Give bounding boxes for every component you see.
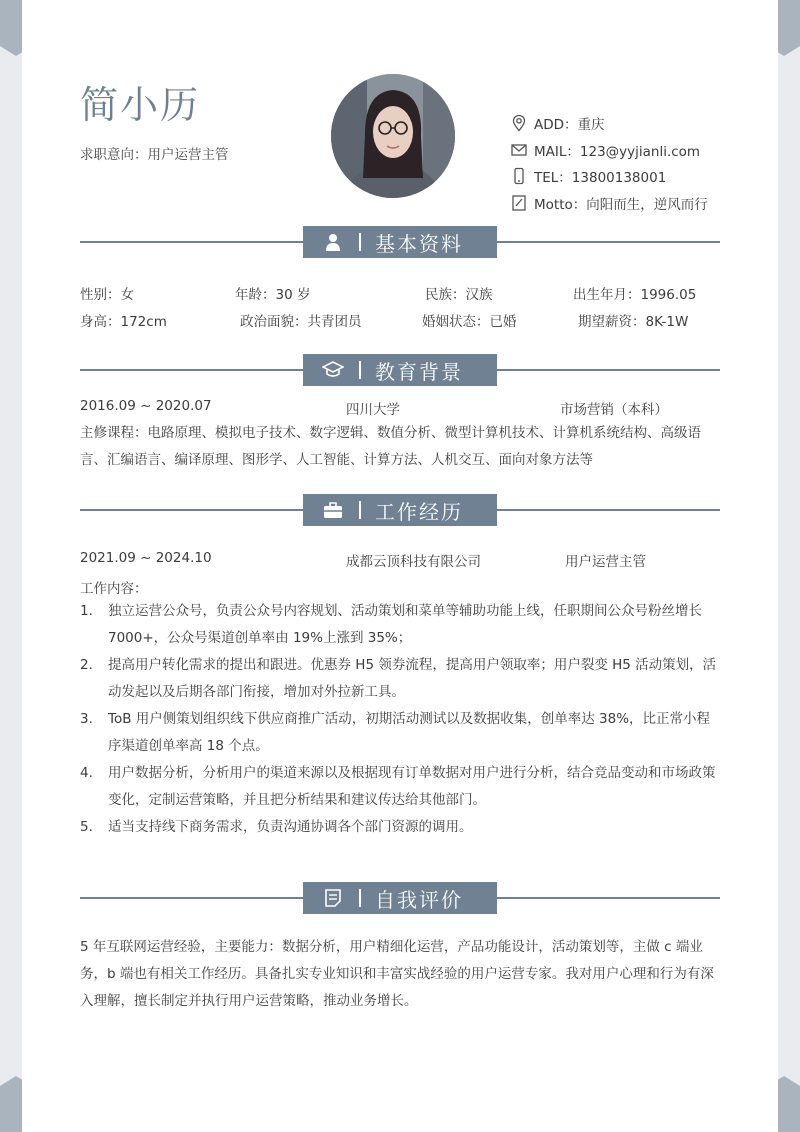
- info-salary: 期望薪资：8K-1W: [578, 314, 689, 330]
- info-age: 年龄：30 岁: [235, 287, 311, 303]
- profile-photo: [331, 74, 455, 198]
- work-content-label: 工作内容：: [80, 581, 148, 597]
- edu-courses: 主修课程：电路原理、模拟电子技术、数字逻辑、数值分析、微型计算机技术、计算机系统结构、高级语言、汇编语言、编译原理、图形学、人工智能、计算方法、人机交互、面向对象方法等: [80, 425, 701, 468]
- job-intent: 求职意向：用户运营主管: [80, 147, 229, 163]
- mail-icon: [510, 141, 528, 159]
- document-icon: [317, 882, 349, 914]
- title-separator: [359, 501, 361, 519]
- edu-period: 2016.09 ~ 2020.07: [80, 398, 212, 414]
- info-politics: 政治面貌：共青团员: [240, 314, 362, 330]
- info-gender: 性别：女: [80, 287, 134, 303]
- contact-motto: Motto：向阳而生，逆风而行: [510, 192, 760, 214]
- section-header-basic: [303, 226, 497, 258]
- candidate-name: 简小历: [80, 83, 201, 127]
- contact-mail: MAIL：123@yyjianli.com: [510, 139, 760, 161]
- edu-major: 市场营销（本科）: [560, 402, 668, 418]
- work-position: 用户运营主管: [565, 554, 646, 570]
- graduation-cap-icon: [317, 354, 349, 386]
- location-pin-icon: [510, 114, 528, 132]
- section-title: 工作经历: [375, 499, 463, 524]
- work-period: 2021.09 ~ 2024.10: [80, 550, 212, 566]
- self-evaluation-text: 5 年互联网运营经验，主要能力：数据分析，用户精细化运营，产品功能设计，活动策划等，主做 c 端业务，b 端也有相关工作经历。具备扎实专业知识和丰富实战经验的用户运营专家。我对用户心理和行为有深入理解，擅长制定并执行用户运营策略，推动业务增长。: [80, 939, 714, 1009]
- info-ethnicity: 民族：汉族: [425, 287, 493, 303]
- section-header-work: [303, 494, 497, 526]
- title-separator: [359, 233, 361, 251]
- info-birth: 出生年月：1996.05: [573, 287, 697, 303]
- info-marital: 婚姻状态：已婚: [422, 314, 517, 330]
- section-title: 基本资料: [375, 231, 463, 256]
- person-icon: [317, 226, 349, 258]
- work-item: 4. 用户数据分析，分析用户的渠道来源以及根据现有订单数据对用户进行分析，结合竞品变动和市场政策变化，定制运营策略，并且把分析结果和建议传达给其他部门。: [80, 765, 716, 808]
- title-separator: [359, 889, 361, 907]
- contact-phone: TEL：13800138001: [510, 165, 760, 187]
- phone-icon: [510, 167, 528, 185]
- work-company: 成都云顶科技有限公司: [346, 554, 481, 570]
- info-height: 身高：172cm: [80, 314, 167, 330]
- work-item: 1. 独立运营公众号，负责公众号内容规划、活动策划和菜单等辅助功能上线，任职期间公众号粉丝增长 7000+，公众号渠道创单率由 19%上涨到 35%；: [80, 603, 702, 646]
- work-item: 2. 提高用户转化需求的提出和跟进。优惠券 H5 领券流程，提高用户领取率；用户裂变 H5 活动策划，活动发起以及后期各部门衔接，增加对外拉新工具。: [80, 657, 717, 700]
- section-title: 教育背景: [375, 359, 463, 384]
- work-item: 3. ToB 用户侧策划组织线下供应商推广活动，初期活动测试以及数据收集，创单率达 38%，比正常小程序渠道创单率高 18 个点。: [80, 711, 711, 754]
- section-title: 自我评价: [375, 887, 463, 912]
- contact-address: ADD：重庆: [510, 112, 760, 134]
- section-header-self: [303, 882, 497, 914]
- section-header-education: [303, 354, 497, 386]
- note-icon: [510, 194, 528, 212]
- edu-school: 四川大学: [346, 402, 400, 418]
- work-item: 5. 适当支持线下商务需求，负责沟通协调各个部门资源的调用。: [80, 819, 473, 835]
- title-separator: [359, 361, 361, 379]
- briefcase-icon: [317, 494, 349, 526]
